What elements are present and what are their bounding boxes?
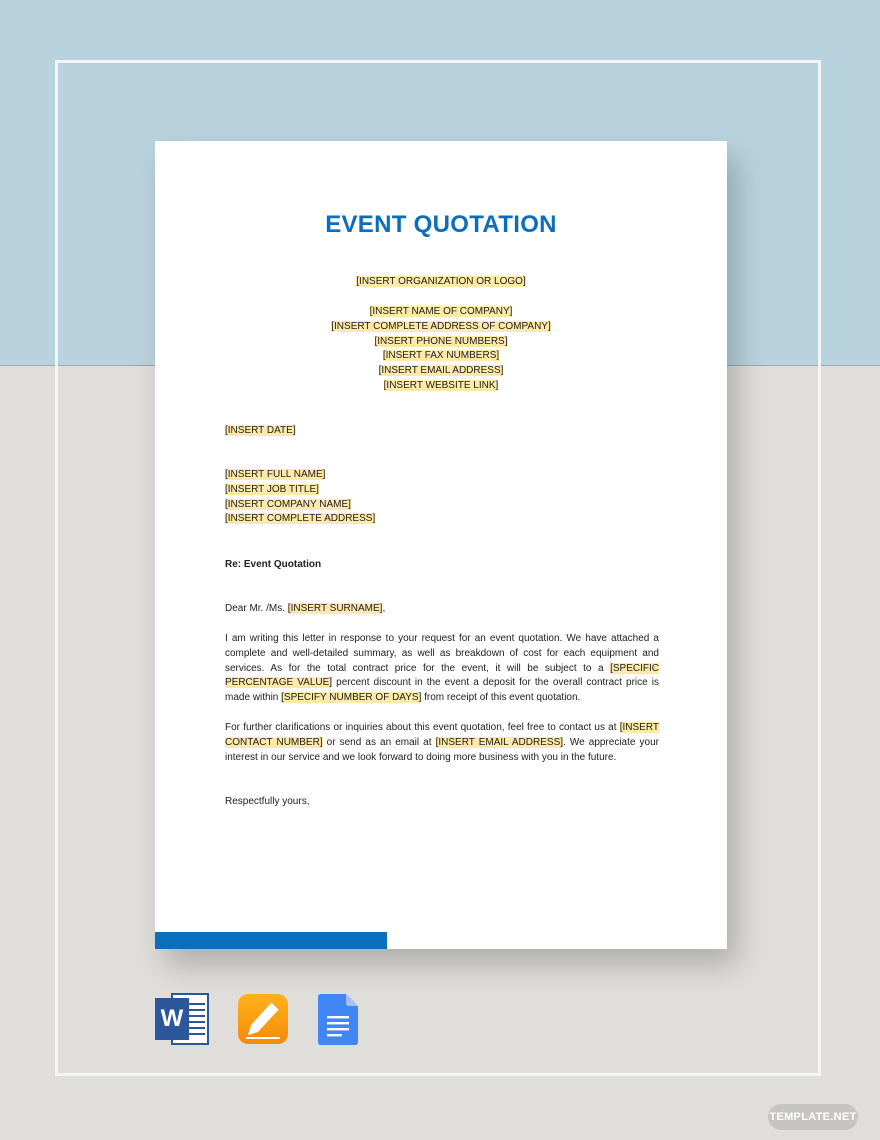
date-placeholder: [INSERT DATE] bbox=[225, 425, 296, 436]
paragraph-2-text-2: or send as an email at bbox=[322, 736, 436, 748]
email-placeholder: [INSERT EMAIL ADDRESS] bbox=[435, 736, 564, 748]
paragraph-2-text-1: For further clarifications or inquiries about this event quotation, feel free to contact us at bbox=[225, 722, 620, 733]
company-name-placeholder: [INSERT NAME OF COMPANY] bbox=[369, 306, 513, 317]
paragraph-1-text-1: I am writing this letter in response to your request for an event quotation. We have attached a complete and well-detailed summary, as well as breakdown of cost for each equipment and services. As for the total contract price for the event, it will be subject to a bbox=[225, 633, 659, 674]
salutation bbox=[225, 602, 659, 617]
paragraph-2-text-3: . We appreciate your interest in our service and we look forward to doing more business with you in the future. bbox=[225, 736, 659, 763]
paragraph-1 bbox=[225, 632, 659, 706]
word-letter-tile: W bbox=[155, 998, 189, 1040]
recipient-address-placeholder: [INSERT COMPLETE ADDRESS] bbox=[225, 513, 376, 525]
paragraph-2 bbox=[225, 721, 659, 765]
company-address-placeholder: [INSERT COMPLETE ADDRESS OF COMPANY] bbox=[331, 320, 551, 332]
org-logo-placeholder: [INSERT ORGANIZATION OR LOGO] bbox=[356, 276, 526, 287]
company-fax-placeholder: [INSERT FAX NUMBERS] bbox=[382, 350, 500, 362]
days-placeholder: [SPECIFY NUMBER OF DAYS] bbox=[281, 692, 422, 704]
salutation-prefix: Dear Mr. /Ms. bbox=[225, 603, 288, 614]
apple-pages-icon[interactable] bbox=[238, 994, 288, 1044]
document-title: EVENT QUOTATION bbox=[325, 211, 557, 238]
microsoft-word-icon[interactable] bbox=[155, 993, 209, 1045]
recipient-name-placeholder: [INSERT FULL NAME] bbox=[225, 469, 326, 480]
template-net-watermark: TEMPLATE.NET bbox=[768, 1104, 858, 1130]
page-accent-bar bbox=[155, 932, 387, 949]
recipient-company-placeholder: [INSERT COMPANY NAME] bbox=[225, 498, 351, 510]
google-docs-sheet bbox=[318, 994, 358, 1045]
recipient-block bbox=[225, 468, 659, 527]
org-logo-block bbox=[155, 275, 727, 290]
company-website-placeholder: [INSERT WEBSITE LINK] bbox=[383, 379, 499, 391]
date-block bbox=[225, 424, 659, 439]
company-email-placeholder: [INSERT EMAIL ADDRESS] bbox=[378, 365, 504, 377]
pen-nib-icon bbox=[238, 994, 288, 1044]
contact-number-placeholder: [INSERT CONTACT NUMBER] bbox=[225, 722, 659, 748]
recipient-title-placeholder: [INSERT JOB TITLE] bbox=[225, 483, 319, 495]
google-docs-icon[interactable] bbox=[318, 994, 358, 1045]
salutation-suffix: , bbox=[382, 603, 386, 614]
company-details-block bbox=[155, 305, 727, 394]
paragraph-1-text-2: percent discount in the event a deposit for the overall contract price is made within bbox=[225, 677, 659, 704]
paragraph-1-text-3: from receipt of this event quotation. bbox=[421, 692, 581, 704]
percentage-placeholder: [SPECIFIC PERCENTAGE VALUE] bbox=[225, 662, 659, 689]
subject-line: Re: Event Quotation bbox=[225, 559, 322, 570]
document-page bbox=[155, 141, 727, 949]
closing-line: Respectfully yours, bbox=[225, 796, 310, 807]
surname-placeholder: [INSERT SURNAME] bbox=[287, 603, 383, 614]
company-phone-placeholder: [INSERT PHONE NUMBERS] bbox=[374, 335, 508, 347]
